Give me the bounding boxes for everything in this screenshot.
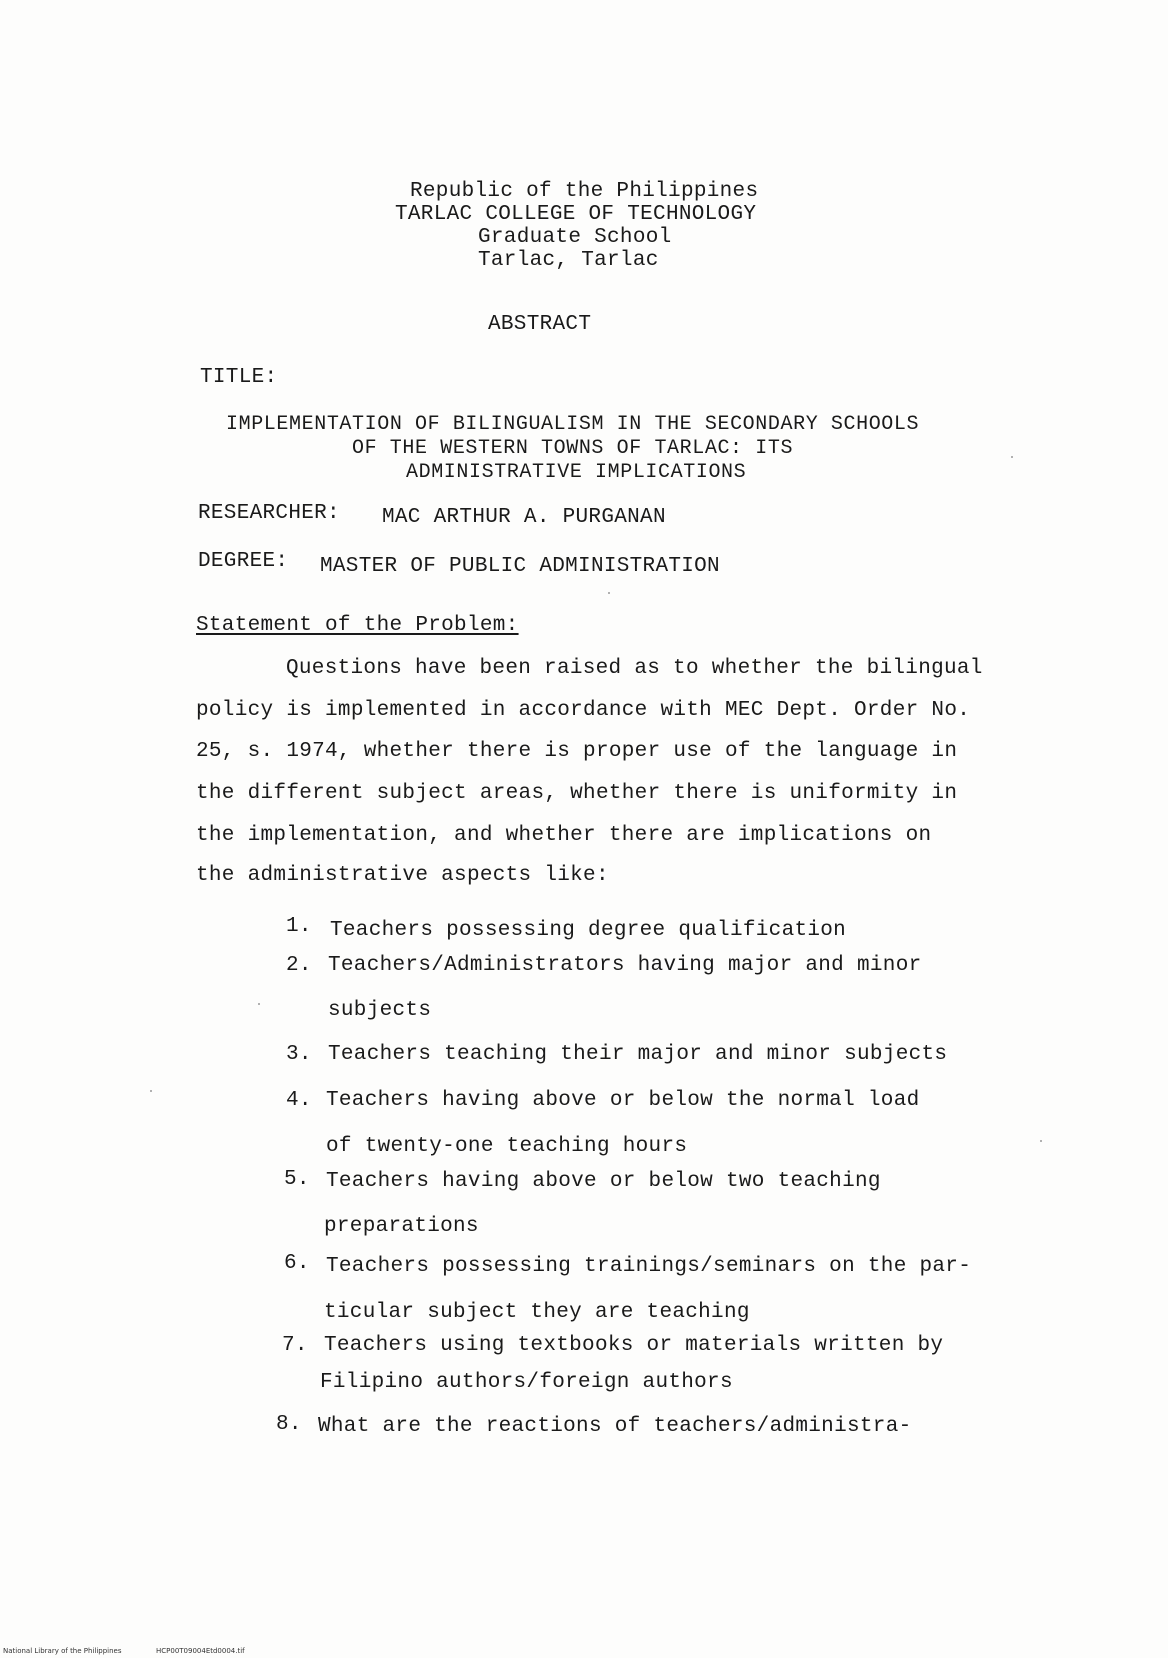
header-republic: Republic of the Philippines bbox=[410, 180, 759, 203]
paragraph-line: policy is implemented in accordance with MEC Dept. Order No. bbox=[196, 699, 971, 722]
paragraph-line: the administrative aspects like: bbox=[196, 864, 609, 887]
scan-speck bbox=[1040, 1140, 1042, 1142]
list-item-number: 4. bbox=[286, 1089, 312, 1112]
list-item-text: Teachers having above or below the normal load bbox=[326, 1089, 920, 1112]
list-item-text: Teachers possessing degree qualification bbox=[330, 919, 847, 942]
list-item-number: 2. bbox=[286, 954, 312, 977]
footer-source: National Library of the Philippines bbox=[3, 1647, 122, 1655]
degree-label: DEGREE: bbox=[198, 550, 289, 573]
researcher-label: RESEARCHER: bbox=[198, 502, 340, 525]
title-line-2: OF THE WESTERN TOWNS OF TARLAC: ITS bbox=[352, 437, 794, 460]
list-item-text: Teachers having above or below two teaching bbox=[326, 1170, 881, 1193]
paragraph-line: Questions have been raised as to whether the bilingual bbox=[286, 657, 983, 680]
list-item-text: subjects bbox=[328, 999, 432, 1022]
list-item-text: ticular subject they are teaching bbox=[324, 1301, 750, 1324]
title-line-1: IMPLEMENTATION OF BILINGUALISM IN THE SECONDARY SCHOOLS bbox=[226, 413, 920, 436]
paragraph-line: 25, s. 1974, whether there is proper use of the language in bbox=[196, 740, 958, 763]
scan-speck bbox=[1011, 456, 1013, 458]
scan-speck bbox=[608, 592, 610, 594]
list-item-number: 8. bbox=[276, 1413, 302, 1436]
list-item-number: 1. bbox=[286, 915, 312, 938]
header-institution: TARLAC COLLEGE OF TECHNOLOGY bbox=[395, 203, 757, 226]
list-item-text: What are the reactions of teachers/administra- bbox=[318, 1415, 912, 1438]
paragraph-line: the different subject areas, whether there is uniformity in bbox=[196, 782, 958, 805]
list-item-number: 3. bbox=[286, 1043, 312, 1066]
scan-speck bbox=[150, 1090, 152, 1092]
footer-filename: HCP00T09004Etd0004.tif bbox=[156, 1647, 245, 1655]
list-item-text: Teachers/Administrators having major and minor bbox=[328, 954, 922, 977]
header-school: Graduate School bbox=[478, 226, 672, 249]
list-item-text: of twenty-one teaching hours bbox=[326, 1135, 688, 1158]
list-item-number: 7. bbox=[282, 1334, 308, 1357]
title-line-3: ADMINISTRATIVE IMPLICATIONS bbox=[406, 461, 747, 484]
paragraph-line: the implementation, and whether there are implications on bbox=[196, 824, 932, 847]
list-item-text: Teachers possessing trainings/seminars on the par- bbox=[326, 1255, 972, 1278]
list-item-text: preparations bbox=[324, 1215, 479, 1238]
header-location: Tarlac, Tarlac bbox=[478, 249, 659, 272]
researcher-name: MAC ARTHUR A. PURGANAN bbox=[382, 506, 666, 529]
list-item-text: Teachers using textbooks or materials written by bbox=[324, 1334, 944, 1357]
statement-heading: Statement of the Problem: bbox=[196, 614, 519, 637]
doc-type-heading: ABSTRACT bbox=[488, 313, 592, 336]
title-label: TITLE: bbox=[200, 366, 278, 389]
list-item-number: 5. bbox=[284, 1168, 310, 1191]
list-item-number: 6. bbox=[284, 1252, 310, 1275]
scan-speck bbox=[258, 1003, 260, 1005]
list-item-text: Teachers teaching their major and minor subjects bbox=[328, 1043, 948, 1066]
degree-value: MASTER OF PUBLIC ADMINISTRATION bbox=[320, 555, 720, 578]
list-item-text: Filipino authors/foreign authors bbox=[320, 1371, 733, 1394]
